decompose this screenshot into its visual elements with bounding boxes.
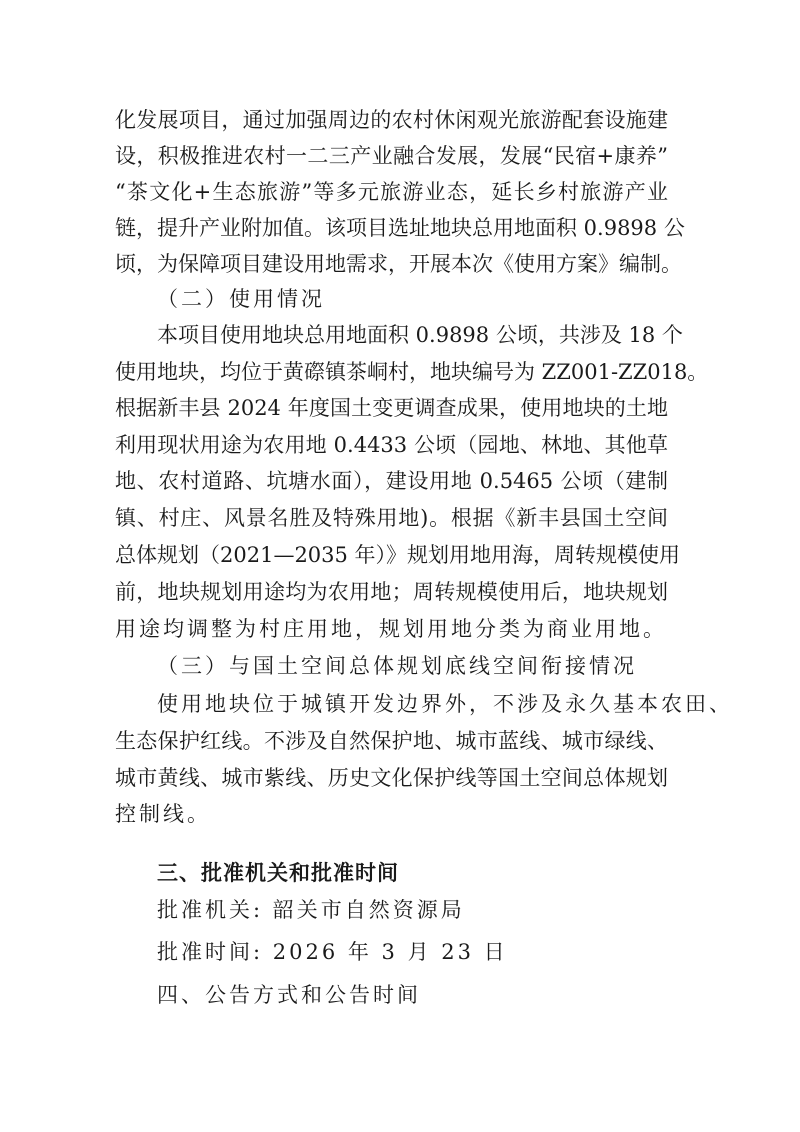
paragraph-line: 地、农村道路、坑塘水面），建设用地 0.5465 公顷（建制 <box>115 469 668 493</box>
paragraph-line: 城市黄线、城市紫线、历史文化保护线等国土空间总体规划 <box>115 766 668 790</box>
paragraph-line: 本项目使用地块总用地面积 0.9898 公顷，共涉及 18 个 <box>157 323 683 347</box>
section-heading-approval: 三、批准机关和批准时间 <box>157 861 399 885</box>
paragraph-line: “茶文化+生态旅游”等多元旅游业态，延长乡村旅游产业 <box>115 180 668 204</box>
paragraph-line: 根据新丰县 2024 年度国土变更调查成果，使用地块的土地 <box>115 396 668 420</box>
paragraph-line: 生态保护红线。不涉及自然保护地、城市蓝线、城市绿线、 <box>115 729 668 753</box>
paragraph-line: 利用现状用途为农用地 0.4433 公顷（园地、林地、其他草 <box>115 433 668 457</box>
approval-date: 批准时间: 2026 年 3 月 23 日 <box>157 940 508 964</box>
paragraph-line: 化发展项目，通过加强周边的农村休闲观光旅游配套设施建 <box>115 108 668 132</box>
paragraph-line: 镇、村庄、风景名胜及特殊用地)。根据《新丰县国土空间 <box>115 506 668 530</box>
section-heading-usage: （二）使用情况 <box>157 287 325 311</box>
paragraph-line: 链，提升产业附加值。该项目选址地块总用地面积 0.9898 公 <box>115 216 685 240</box>
paragraph-line: 总体规划（2021—2035 年）》规划用地用海，周转规模使用 <box>115 543 681 567</box>
approval-authority: 批准机关: 韶关市自然资源局 <box>157 898 465 922</box>
paragraph-line: 用途均调整为村庄用地，规划用地分类为商业用地。 <box>115 617 667 641</box>
paragraph-line: 使用地块位于城镇开发边界外，不涉及永久基本农田、 <box>157 692 733 716</box>
section-heading-announcement: 四、公告方式和公告时间 <box>157 983 421 1007</box>
section-heading-planning-baseline: （三）与国土空间总体规划底线空间衔接情况 <box>157 654 637 678</box>
paragraph-line: 前，地块规划用途均为农用地；周转规模使用后，地块规划 <box>115 580 668 604</box>
paragraph-line: 控制线。 <box>115 802 211 826</box>
paragraph-line: 设，积极推进农村一二三产业融合发展，发展“民宿+康养” <box>115 144 668 168</box>
paragraph-line: 使用地块，均位于黄磜镇茶峒村，地块编号为 ZZ001-ZZ018。 <box>115 360 709 384</box>
paragraph-line: 顷，为保障项目建设用地需求，开展本次《使用方案》编制。 <box>115 252 682 276</box>
